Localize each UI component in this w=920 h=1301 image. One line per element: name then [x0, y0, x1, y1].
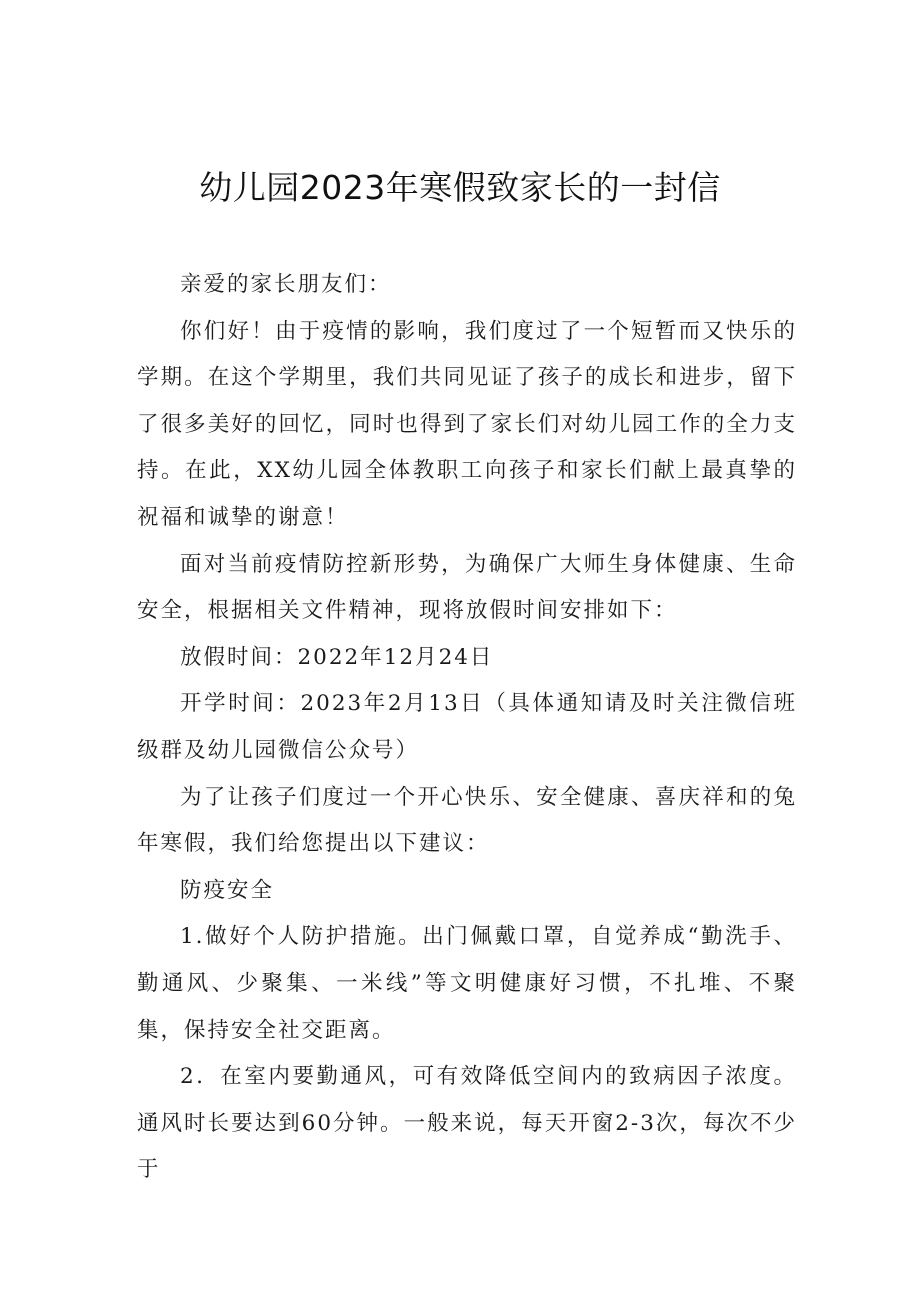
salutation: 亲爱的家长朋友们：	[180, 272, 392, 297]
paragraph-greeting: 你们好！由于疫情的影响，我们度过了一个短暂而又快乐的学期。在这个学期里，我们共同见证了孩子的成长和进步，留下了很多美好的回忆，同时也得到了家长们对幼儿园工作的全力支持。在此，XX幼儿园全体教职工向孩子和家长们献上最真挚的祝福和诚挚的谢意！	[137, 318, 797, 530]
paragraph-situation: 面对当前疫情防控新形势，为确保广大师生身体健康、生命安全，根据相关文件精神，现将放假时间安排如下：	[137, 551, 797, 624]
holiday-start-date: 放假时间：2022年12月24日	[180, 644, 494, 670]
paragraph-suggestions-intro: 为了让孩子们度过一个开心快乐、安全健康、喜庆祥和的兔年寒假，我们给您提出以下建议：	[137, 784, 797, 857]
school-start-date: 开学时间：2023年2月13日（具体通知请及时关注微信班级群及幼儿园微信公众号）	[137, 691, 797, 763]
suggestion-item-2: 2．在室内要勤通风，可有效降低空间内的致病因子浓度。通风时长要达到60分钟。一般来说，每天开窗2-3次，每次不少于	[137, 1064, 797, 1183]
section-heading-epidemic-safety: 防疫安全	[180, 877, 275, 903]
document-body	[137, 262, 797, 1194]
document-title: 幼儿园2023年寒假致家长的一封信	[199, 168, 721, 207]
suggestion-item-1: 1.做好个人防护措施。出门佩戴口罩，自觉养成“勤洗手、勤通风、少聚集、一米线”等文明健康好习惯，不扎堆、不聚集，保持安全社交距离。	[137, 924, 797, 1043]
